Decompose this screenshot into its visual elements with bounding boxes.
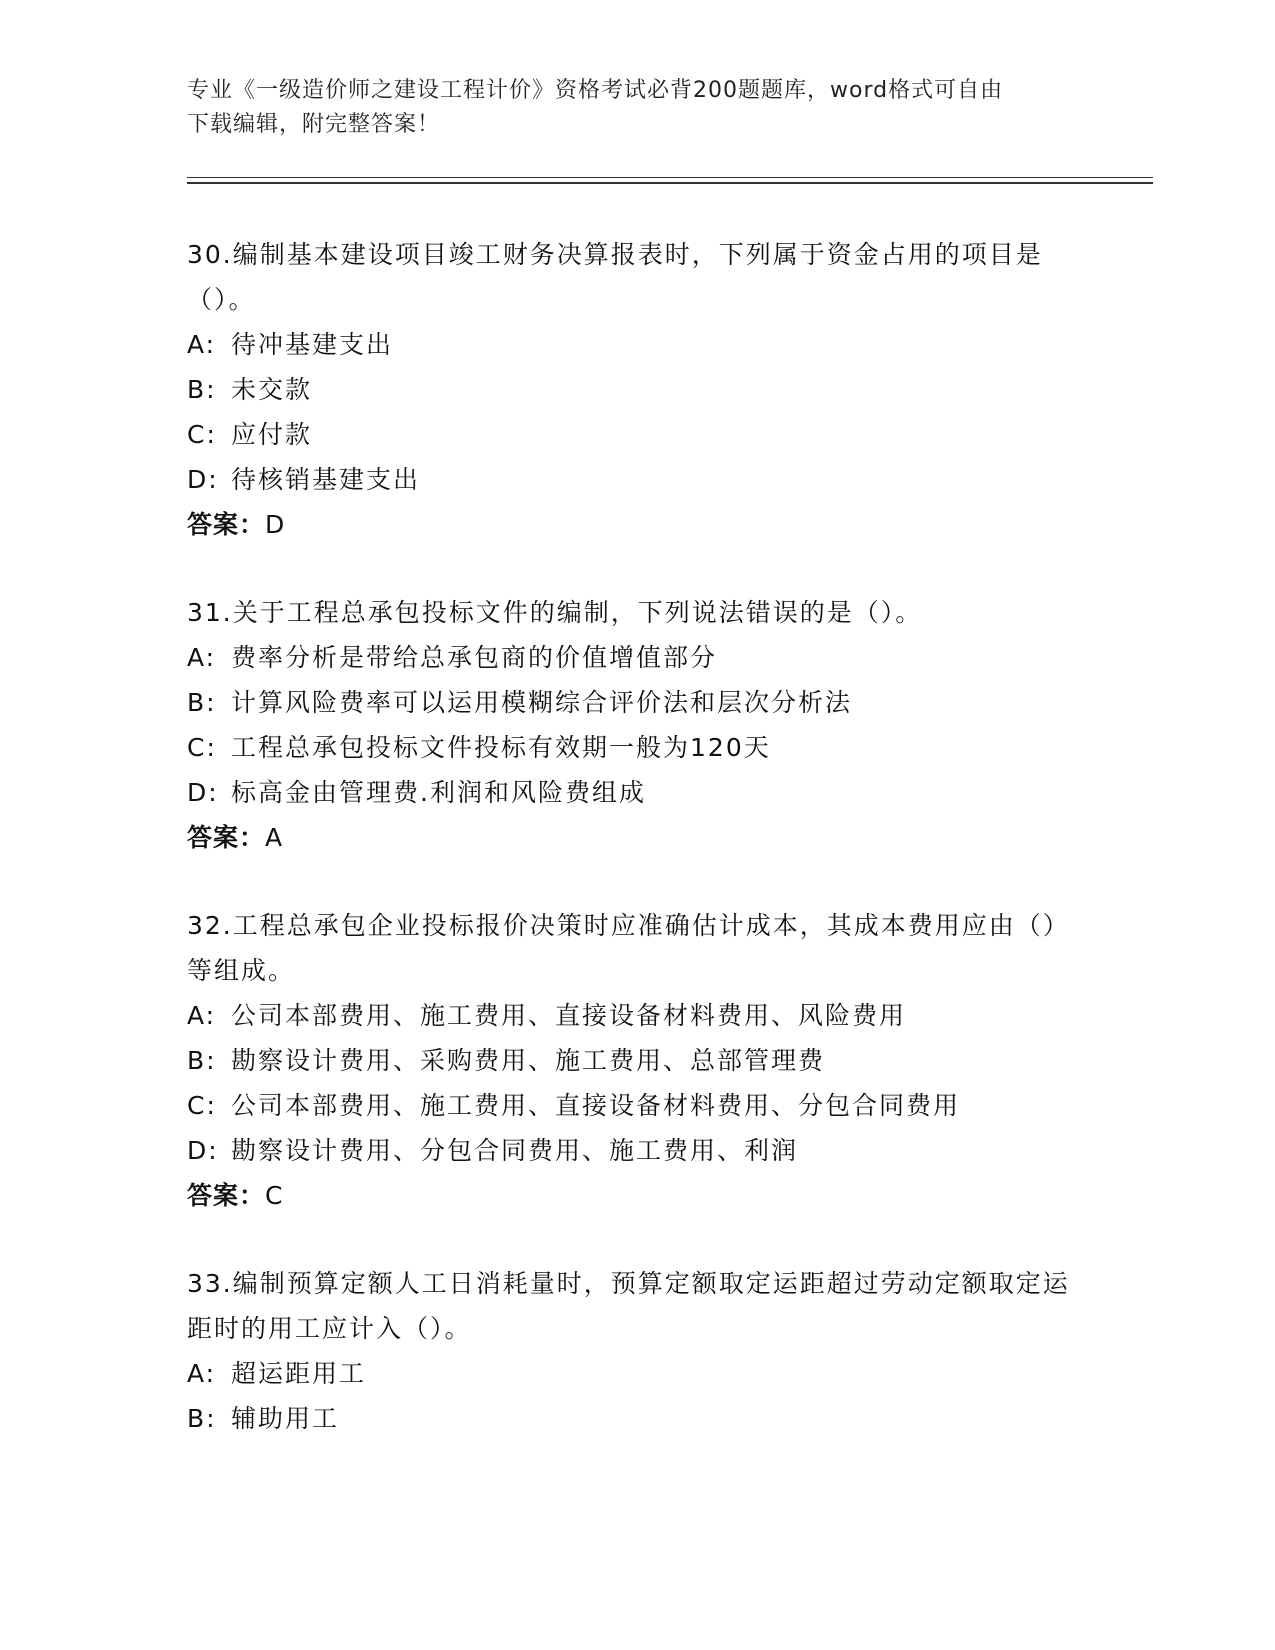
answer-value: A	[265, 823, 284, 852]
question-33	[187, 1261, 1087, 1441]
option-c: C: 公司本部费用、施工费用、直接设备材料费用、分包合同费用	[187, 1091, 961, 1120]
answer-value: C	[265, 1181, 284, 1210]
header-line-1: 专业《一级造价师之建设工程计价》资格考试必背200题题库，word格式可自由	[187, 78, 1004, 103]
header-line-2: 下载编辑，附完整答案！	[187, 112, 441, 137]
option-c: C: 应付款	[187, 420, 313, 449]
answer-line	[187, 815, 1087, 860]
question-list	[187, 232, 1087, 1484]
answer-label: 答案：	[187, 823, 266, 852]
answer-line	[187, 1173, 1087, 1218]
option-b: B: 计算风险费率可以运用模糊综合评价法和层次分析法	[187, 688, 853, 717]
header-divider-thick	[187, 182, 1153, 184]
option-b: B: 未交款	[187, 375, 313, 404]
question-stem: 31.关于工程总承包投标文件的编制，下列说法错误的是（）。	[187, 598, 923, 627]
option-a: A: 费率分析是带给总承包商的价值增值部分	[187, 643, 718, 672]
answer-value: D	[265, 510, 286, 539]
answer-label: 答案：	[187, 1181, 266, 1210]
option-a: A: 待冲基建支出	[187, 330, 394, 359]
question-30	[187, 232, 1087, 547]
option-d: D: 待核销基建支出	[187, 465, 421, 494]
question-32	[187, 903, 1087, 1218]
document-header	[187, 74, 1087, 142]
question-stem: 30.编制基本建设项目竣工财务决算报表时，下列属于资金占用的项目是（）。	[187, 240, 1043, 314]
option-b: B: 勘察设计费用、采购费用、施工费用、总部管理费	[187, 1046, 826, 1075]
option-a: A: 超运距用工	[187, 1359, 367, 1388]
answer-label: 答案：	[187, 510, 266, 539]
question-stem: 33.编制预算定额人工日消耗量时，预算定额取定运距超过劳动定额取定运距时的用工应计入（）。	[187, 1269, 1070, 1343]
question-31	[187, 590, 1087, 860]
header-divider-thin	[187, 177, 1153, 178]
option-d: D: 勘察设计费用、分包合同费用、施工费用、利润	[187, 1136, 799, 1165]
option-a: A: 公司本部费用、施工费用、直接设备材料费用、风险费用	[187, 1001, 907, 1030]
option-c: C: 工程总承包投标文件投标有效期一般为120天	[187, 733, 771, 762]
option-b: B: 辅助用工	[187, 1404, 340, 1433]
question-stem: 32.工程总承包企业投标报价决策时应准确估计成本，其成本费用应由（）等组成。	[187, 911, 1070, 985]
option-d: D: 标高金由管理费.利润和风险费组成	[187, 778, 646, 807]
answer-line	[187, 502, 1087, 547]
